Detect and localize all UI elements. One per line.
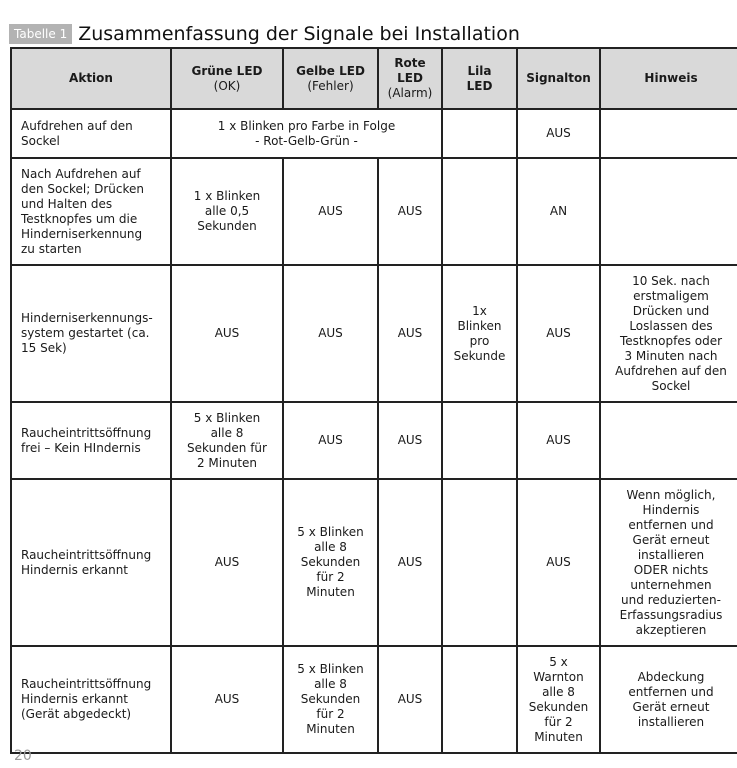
- cell-text-line: Abdeckung: [637, 669, 705, 684]
- cell-text-line: alle 8: [542, 684, 575, 699]
- lila-led-cell: [442, 479, 517, 646]
- cell-text-line: 1 x Blinken pro Farbe in Folge: [217, 118, 396, 133]
- table-row: [11, 158, 737, 265]
- table-caption: [9, 22, 520, 46]
- cell-text-line: LED: [397, 71, 423, 85]
- cell-text-line: Gerät erneut: [632, 699, 710, 714]
- cell-text-line: ODER nichts: [633, 562, 709, 577]
- hinweis-cell: [600, 479, 737, 646]
- gruene-led-cell: [171, 158, 283, 265]
- cell-text-line: 5 x Blinken: [297, 662, 364, 676]
- table-row: [11, 109, 737, 158]
- cell-text-line: Hinweis: [644, 71, 698, 85]
- cell-text-line: AUS: [214, 692, 240, 706]
- cell-text-line: Testknopfes oder: [619, 333, 723, 348]
- cell-text-line: Nach Aufdrehen auf: [21, 166, 141, 181]
- lila-led-cell: [442, 402, 517, 479]
- cell-text-line: Warnton: [533, 669, 584, 684]
- cell-text-line: AUS: [546, 555, 571, 569]
- cell-text-line: Aktion: [69, 71, 113, 85]
- cell-text-line: Sekunden: [528, 699, 589, 714]
- cell-text-line: alle 0,5: [204, 204, 250, 218]
- cell-text-line: 5 x Blinken: [193, 410, 261, 425]
- hinweis-cell: [600, 109, 737, 158]
- cell-text-line: Drücken und: [632, 303, 710, 318]
- rote-led-cell: [378, 402, 442, 479]
- cell-text-line: unternehmen: [630, 577, 712, 592]
- signalton-cell: [517, 158, 600, 265]
- cell-text-line: Gelbe LED: [296, 63, 365, 78]
- cell-text-line: Sekunden für: [187, 440, 267, 455]
- cell-text-line: Aufdrehen auf den: [21, 118, 133, 133]
- cell-text-line: Testknopfes um die: [21, 211, 138, 226]
- cell-text-line: entfernen und: [628, 684, 714, 699]
- cell-text-line: Signalton: [526, 71, 591, 85]
- cell-text-line: und Halten des: [21, 196, 113, 211]
- aktion-cell: [11, 109, 171, 158]
- cell-text-line: AUS: [318, 433, 343, 447]
- cell-text-line: Erfassungsradius: [619, 607, 723, 622]
- gelbe-led-cell: [283, 646, 378, 753]
- cell-text-line: Sekunden: [300, 555, 361, 569]
- cell-text-line: 10 Sek. nach: [632, 273, 710, 288]
- cell-text-line: Minuten: [534, 729, 583, 744]
- led-sequence-cell: [171, 109, 442, 158]
- cell-text-line: erstmaligem: [633, 288, 709, 303]
- gelbe-led-cell: [283, 402, 378, 479]
- cell-text-line: Hindernis erkannt: [21, 692, 129, 706]
- cell-text-line: Blinken: [457, 318, 502, 333]
- cell-text-line: und reduzierten-: [621, 592, 721, 607]
- cell-text-line: system gestartet (ca.: [21, 326, 150, 340]
- header-subtitle: (OK): [213, 78, 241, 93]
- table-number-tag: Tabelle 1: [9, 24, 72, 44]
- cell-text-line: für 2: [316, 707, 345, 721]
- cell-text-line: Hinderniserkennung: [21, 226, 143, 241]
- cell-text-line: installieren: [637, 547, 705, 562]
- cell-text-line: - Rot-Gelb-Grün -: [255, 133, 358, 148]
- aktion-cell: [11, 402, 171, 479]
- cell-text-line: 1x: [472, 303, 487, 318]
- cell-text-line: 3 Minuten nach: [624, 348, 718, 363]
- cell-text-line: Sekunde: [453, 348, 506, 363]
- cell-text-line: Raucheintrittsöffnung: [21, 425, 152, 440]
- header-gelbe-led: [283, 48, 378, 109]
- cell-text-line: Rote: [394, 56, 426, 70]
- cell-text-line: AUS: [397, 433, 423, 447]
- cell-text-line: Aufdrehen auf den: [615, 363, 727, 378]
- lila-led-cell: [442, 158, 517, 265]
- hinweis-cell: [600, 265, 737, 402]
- cell-text-line: entfernen und: [628, 517, 714, 532]
- cell-text-line: Gerät erneut: [632, 532, 710, 547]
- cell-text-line: Hindernis: [642, 502, 700, 517]
- cell-text-line: Raucheintrittsöffnung: [21, 677, 152, 691]
- cell-text-line: für 2: [544, 714, 573, 729]
- cell-text-line: AUS: [214, 555, 240, 569]
- table-row: [11, 479, 737, 646]
- cell-text-line: AUS: [546, 126, 571, 140]
- hinweis-cell: [600, 158, 737, 265]
- header-subtitle: (Fehler): [307, 78, 354, 93]
- cell-text-line: Grüne LED: [191, 63, 263, 78]
- rote-led-cell: [378, 479, 442, 646]
- cell-text-line: Sekunden: [197, 219, 257, 233]
- cell-text-line: AUS: [214, 326, 240, 340]
- cell-text-line: AUS: [546, 433, 571, 447]
- cell-text-line: 5 x: [549, 654, 568, 669]
- rote-led-cell: [378, 265, 442, 402]
- aktion-cell: [11, 158, 171, 265]
- table-row: [11, 265, 737, 402]
- cell-text-line: installieren: [637, 714, 705, 729]
- header-lila-led: [442, 48, 517, 109]
- cell-text-line: zu starten: [21, 241, 82, 256]
- cell-text-line: Sekunden: [300, 692, 361, 706]
- gelbe-led-cell: [283, 265, 378, 402]
- cell-text-line: Lila: [467, 63, 492, 78]
- cell-text-line: AUS: [397, 326, 423, 340]
- gruene-led-cell: [171, 265, 283, 402]
- signalton-cell: [517, 646, 600, 753]
- cell-text-line: Loslassen des: [629, 318, 713, 333]
- page-number: 20: [14, 748, 32, 764]
- cell-text-line: alle 8: [314, 540, 347, 554]
- header-subtitle: (Alarm): [387, 86, 433, 100]
- cell-text-line: Sockel: [21, 133, 60, 148]
- cell-text-line: 1 x Blinken: [193, 189, 261, 203]
- aktion-cell: [11, 646, 171, 753]
- cell-text-line: für 2: [316, 570, 345, 584]
- hinweis-cell: [600, 402, 737, 479]
- rote-led-cell: [378, 158, 442, 265]
- cell-text-line: frei – Kein HIndernis: [21, 440, 141, 455]
- gelbe-led-cell: [283, 479, 378, 646]
- header-hinweis: [600, 48, 737, 109]
- lila-led-cell: [442, 646, 517, 753]
- cell-text-line: AUS: [397, 555, 423, 569]
- header-rote-led: [378, 48, 442, 109]
- header-row: [11, 48, 737, 109]
- cell-text-line: Minuten: [306, 585, 355, 599]
- lila-led-cell: [442, 109, 517, 158]
- header-aktion: [11, 48, 171, 109]
- cell-text-line: AUS: [318, 326, 343, 340]
- signal-summary-table: [10, 47, 737, 754]
- table-row: [11, 402, 737, 479]
- table-title: Zusammenfassung der Signale bei Installation: [78, 23, 520, 45]
- signalton-cell: [517, 402, 600, 479]
- cell-text-line: AUS: [397, 692, 423, 706]
- signalton-cell: [517, 109, 600, 158]
- header-signalton: [517, 48, 600, 109]
- gruene-led-cell: [171, 402, 283, 479]
- cell-text-line: AUS: [397, 204, 423, 218]
- cell-text-line: LED: [466, 78, 493, 93]
- cell-text-line: 2 Minuten: [196, 455, 258, 470]
- cell-text-line: AUS: [546, 326, 571, 340]
- cell-text-line: pro: [469, 333, 490, 348]
- signalton-cell: [517, 479, 600, 646]
- lila-led-cell: [442, 265, 517, 402]
- cell-text-line: Hindernis erkannt: [21, 562, 129, 577]
- cell-text-line: (Gerät abgedeckt): [21, 707, 132, 721]
- cell-text-line: alle 8: [210, 425, 244, 440]
- cell-text-line: 5 x Blinken: [297, 525, 364, 539]
- cell-text-line: Raucheintrittsöffnung: [21, 547, 152, 562]
- gelbe-led-cell: [283, 158, 378, 265]
- aktion-cell: [11, 265, 171, 402]
- table-row: [11, 646, 737, 753]
- cell-text-line: AN: [549, 204, 568, 218]
- cell-text-line: 15 Sek): [21, 341, 67, 355]
- cell-text-line: Sockel: [651, 378, 691, 393]
- signalton-cell: [517, 265, 600, 402]
- cell-text-line: Hinderniserkennungs-: [21, 311, 153, 325]
- gruene-led-cell: [171, 646, 283, 753]
- cell-text-line: alle 8: [314, 677, 347, 691]
- cell-text-line: Minuten: [306, 722, 355, 736]
- gruene-led-cell: [171, 479, 283, 646]
- cell-text-line: Wenn möglich,: [626, 487, 716, 502]
- aktion-cell: [11, 479, 171, 646]
- header-gruene-led: [171, 48, 283, 109]
- cell-text-line: AUS: [318, 204, 343, 218]
- rote-led-cell: [378, 646, 442, 753]
- hinweis-cell: [600, 646, 737, 753]
- cell-text-line: akzeptieren: [635, 622, 707, 637]
- cell-text-line: den Sockel; Drücken: [21, 181, 144, 196]
